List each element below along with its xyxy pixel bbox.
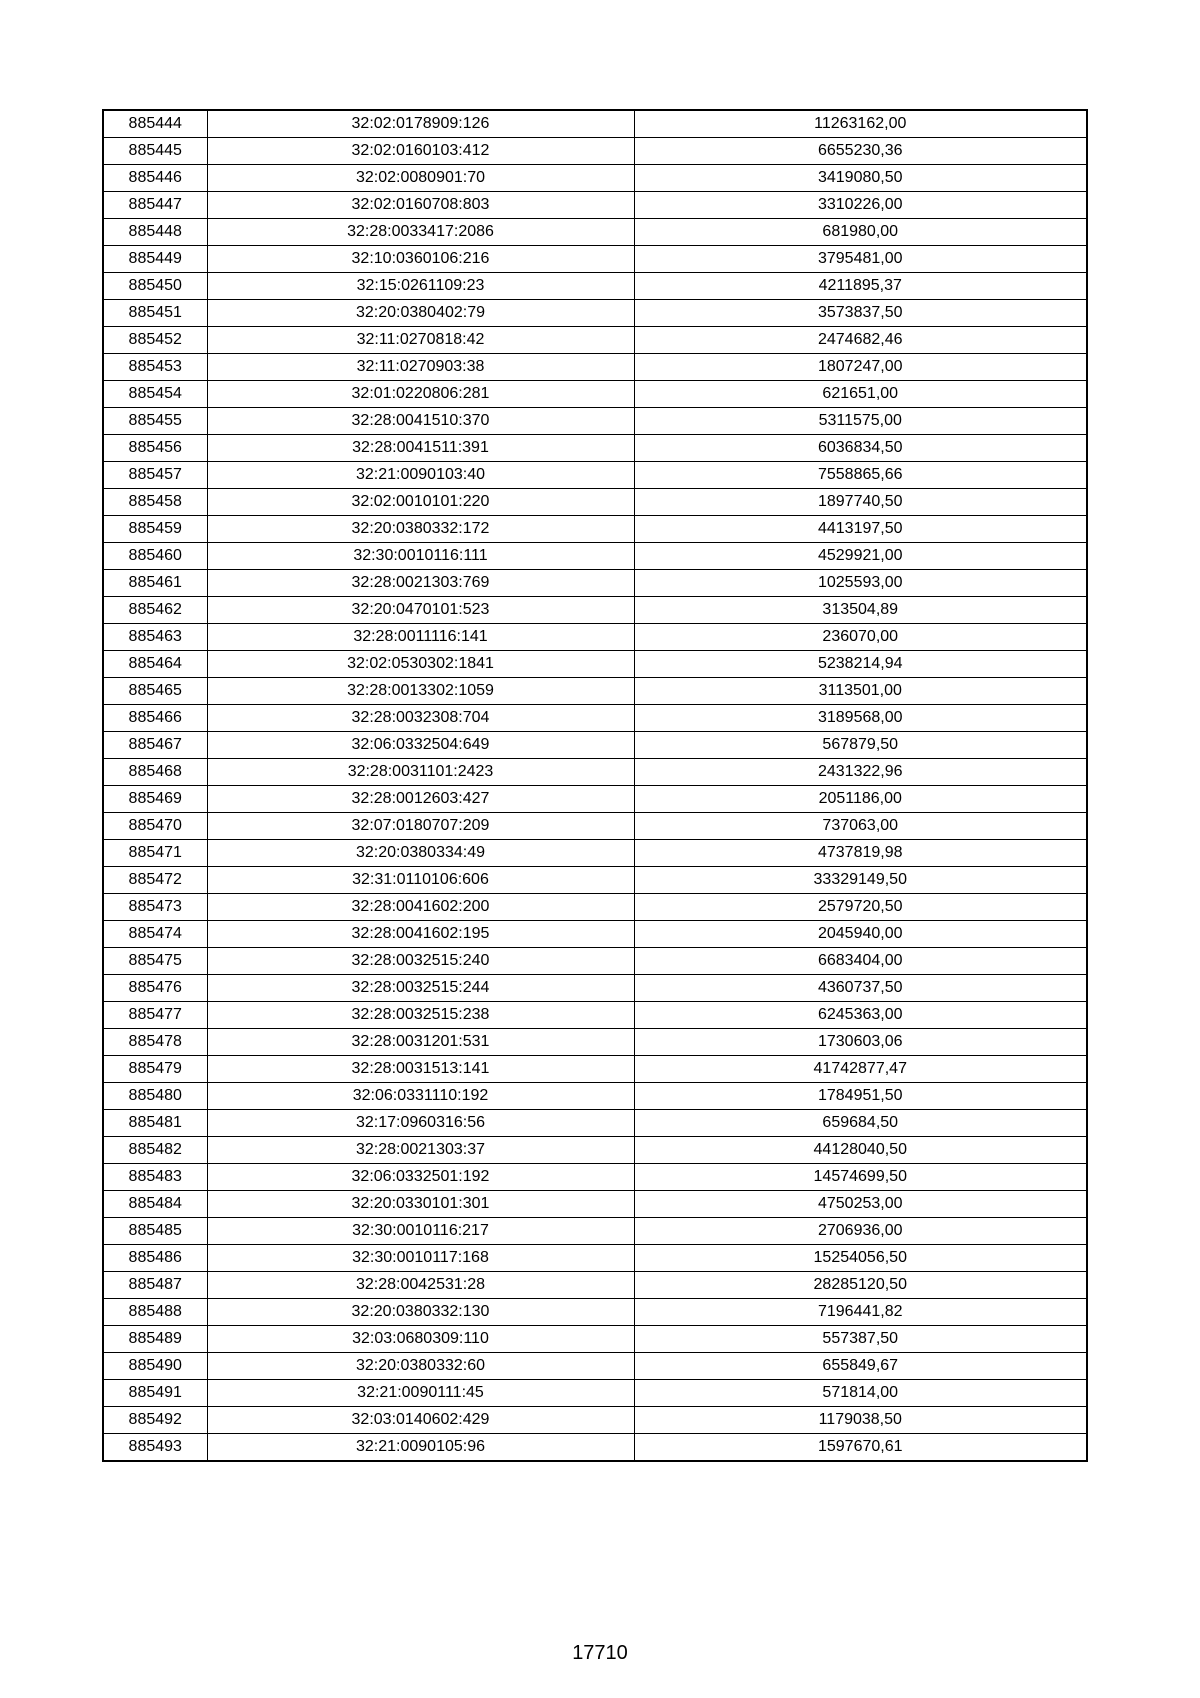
table-row	[103, 1056, 1087, 1083]
cadastral-value-cell: 571814,00	[634, 1380, 1087, 1407]
cadastral-number-cell: 32:28:0031101:2423	[207, 759, 634, 786]
table-row	[103, 1137, 1087, 1164]
cadastral-value-cell: 7196441,82	[634, 1299, 1087, 1326]
cadastral-value-cell: 2474682,46	[634, 327, 1087, 354]
cadastral-value-cell: 2706936,00	[634, 1218, 1087, 1245]
table-row	[103, 543, 1087, 570]
record-number-cell: 885448	[103, 219, 207, 246]
cadastral-value-cell: 1784951,50	[634, 1083, 1087, 1110]
cadastral-value-cell: 236070,00	[634, 624, 1087, 651]
table-row	[103, 651, 1087, 678]
record-number-cell: 885458	[103, 489, 207, 516]
cadastral-number-cell: 32:28:0013302:1059	[207, 678, 634, 705]
cadastral-value-cell: 4737819,98	[634, 840, 1087, 867]
record-number-cell: 885473	[103, 894, 207, 921]
cadastral-value-cell: 1025593,00	[634, 570, 1087, 597]
table-row	[103, 1083, 1087, 1110]
cadastral-number-cell: 32:17:0960316:56	[207, 1110, 634, 1137]
cadastral-number-cell: 32:21:0090111:45	[207, 1380, 634, 1407]
table-row	[103, 624, 1087, 651]
cadastral-number-cell: 32:02:0160103:412	[207, 138, 634, 165]
cadastral-value-cell: 313504,89	[634, 597, 1087, 624]
table-row	[103, 921, 1087, 948]
cadastral-value-cell: 11263162,00	[634, 110, 1087, 138]
cadastral-number-cell: 32:03:0680309:110	[207, 1326, 634, 1353]
record-number-cell: 885467	[103, 732, 207, 759]
record-number-cell: 885462	[103, 597, 207, 624]
cadastral-number-cell: 32:20:0380332:130	[207, 1299, 634, 1326]
cadastral-number-cell: 32:28:0042531:28	[207, 1272, 634, 1299]
cadastral-number-cell: 32:28:0011116:141	[207, 624, 634, 651]
record-number-cell: 885488	[103, 1299, 207, 1326]
table-row	[103, 1029, 1087, 1056]
cadastral-value-cell: 6683404,00	[634, 948, 1087, 975]
record-number-cell: 885451	[103, 300, 207, 327]
record-number-cell: 885485	[103, 1218, 207, 1245]
record-number-cell: 885447	[103, 192, 207, 219]
table-row	[103, 678, 1087, 705]
record-number-cell: 885466	[103, 705, 207, 732]
cadastral-value-cell: 44128040,50	[634, 1137, 1087, 1164]
cadastral-number-cell: 32:06:0331110:192	[207, 1083, 634, 1110]
cadastral-value-cell: 4413197,50	[634, 516, 1087, 543]
table-row	[103, 1191, 1087, 1218]
cadastral-value-cell: 2045940,00	[634, 921, 1087, 948]
cadastral-number-cell: 32:28:0032308:704	[207, 705, 634, 732]
table-row	[103, 219, 1087, 246]
table-row	[103, 354, 1087, 381]
record-number-cell: 885484	[103, 1191, 207, 1218]
cadastral-number-cell: 32:30:0010116:111	[207, 543, 634, 570]
cadastral-value-cell: 4360737,50	[634, 975, 1087, 1002]
registry-table	[102, 109, 1088, 1462]
cadastral-value-cell: 1807247,00	[634, 354, 1087, 381]
cadastral-value-cell: 1897740,50	[634, 489, 1087, 516]
cadastral-number-cell: 32:28:0032515:238	[207, 1002, 634, 1029]
table-row	[103, 948, 1087, 975]
cadastral-value-cell: 655849,67	[634, 1353, 1087, 1380]
cadastral-number-cell: 32:30:0010117:168	[207, 1245, 634, 1272]
cadastral-value-cell: 6655230,36	[634, 138, 1087, 165]
record-number-cell: 885491	[103, 1380, 207, 1407]
record-number-cell: 885471	[103, 840, 207, 867]
table-row	[103, 1434, 1087, 1462]
record-number-cell: 885463	[103, 624, 207, 651]
cadastral-number-cell: 32:28:0021303:37	[207, 1137, 634, 1164]
record-number-cell: 885476	[103, 975, 207, 1002]
table-row	[103, 1407, 1087, 1434]
record-number-cell: 885487	[103, 1272, 207, 1299]
record-number-cell: 885490	[103, 1353, 207, 1380]
cadastral-number-cell: 32:11:0270903:38	[207, 354, 634, 381]
cadastral-number-cell: 32:07:0180707:209	[207, 813, 634, 840]
cadastral-number-cell: 32:28:0041511:391	[207, 435, 634, 462]
cadastral-value-cell: 557387,50	[634, 1326, 1087, 1353]
cadastral-value-cell: 7558865,66	[634, 462, 1087, 489]
record-number-cell: 885454	[103, 381, 207, 408]
table-row	[103, 462, 1087, 489]
table-row	[103, 1353, 1087, 1380]
cadastral-number-cell: 32:06:0332501:192	[207, 1164, 634, 1191]
table-row	[103, 1272, 1087, 1299]
table-row	[103, 597, 1087, 624]
cadastral-number-cell: 32:28:0021303:769	[207, 570, 634, 597]
cadastral-number-cell: 32:28:0031201:531	[207, 1029, 634, 1056]
table-row	[103, 759, 1087, 786]
record-number-cell: 885489	[103, 1326, 207, 1353]
cadastral-number-cell: 32:28:0012603:427	[207, 786, 634, 813]
cadastral-value-cell: 14574699,50	[634, 1164, 1087, 1191]
cadastral-number-cell: 32:28:0033417:2086	[207, 219, 634, 246]
cadastral-value-cell: 2579720,50	[634, 894, 1087, 921]
cadastral-value-cell: 1179038,50	[634, 1407, 1087, 1434]
record-number-cell: 885475	[103, 948, 207, 975]
table-row	[103, 110, 1087, 138]
record-number-cell: 885482	[103, 1137, 207, 1164]
cadastral-value-cell: 4750253,00	[634, 1191, 1087, 1218]
cadastral-value-cell: 737063,00	[634, 813, 1087, 840]
record-number-cell: 885483	[103, 1164, 207, 1191]
cadastral-value-cell: 621651,00	[634, 381, 1087, 408]
cadastral-value-cell: 6245363,00	[634, 1002, 1087, 1029]
cadastral-number-cell: 32:15:0261109:23	[207, 273, 634, 300]
record-number-cell: 885445	[103, 138, 207, 165]
record-number-cell: 885474	[103, 921, 207, 948]
record-number-cell: 885460	[103, 543, 207, 570]
table-row	[103, 705, 1087, 732]
record-number-cell: 885449	[103, 246, 207, 273]
cadastral-value-cell: 681980,00	[634, 219, 1087, 246]
cadastral-number-cell: 32:20:0380332:60	[207, 1353, 634, 1380]
table-row	[103, 1245, 1087, 1272]
record-number-cell: 885493	[103, 1434, 207, 1462]
cadastral-value-cell: 5238214,94	[634, 651, 1087, 678]
cadastral-number-cell: 32:02:0160708:803	[207, 192, 634, 219]
cadastral-value-cell: 2051186,00	[634, 786, 1087, 813]
record-number-cell: 885453	[103, 354, 207, 381]
cadastral-number-cell: 32:20:0380332:172	[207, 516, 634, 543]
cadastral-number-cell: 32:28:0041602:200	[207, 894, 634, 921]
table-row	[103, 516, 1087, 543]
cadastral-number-cell: 32:20:0380402:79	[207, 300, 634, 327]
record-number-cell: 885465	[103, 678, 207, 705]
record-number-cell: 885477	[103, 1002, 207, 1029]
record-number-cell: 885464	[103, 651, 207, 678]
registry-table-body	[103, 110, 1087, 1461]
cadastral-number-cell: 32:01:0220806:281	[207, 381, 634, 408]
table-row	[103, 381, 1087, 408]
cadastral-value-cell: 15254056,50	[634, 1245, 1087, 1272]
cadastral-number-cell: 32:28:0031513:141	[207, 1056, 634, 1083]
cadastral-value-cell: 33329149,50	[634, 867, 1087, 894]
cadastral-value-cell: 3189568,00	[634, 705, 1087, 732]
record-number-cell: 885452	[103, 327, 207, 354]
table-row	[103, 489, 1087, 516]
cadastral-number-cell: 32:28:0032515:244	[207, 975, 634, 1002]
cadastral-value-cell: 659684,50	[634, 1110, 1087, 1137]
record-number-cell: 885468	[103, 759, 207, 786]
cadastral-value-cell: 3113501,00	[634, 678, 1087, 705]
record-number-cell: 885486	[103, 1245, 207, 1272]
table-row	[103, 1164, 1087, 1191]
cadastral-number-cell: 32:11:0270818:42	[207, 327, 634, 354]
record-number-cell: 885469	[103, 786, 207, 813]
cadastral-value-cell: 28285120,50	[634, 1272, 1087, 1299]
cadastral-number-cell: 32:28:0041510:370	[207, 408, 634, 435]
cadastral-number-cell: 32:31:0110106:606	[207, 867, 634, 894]
cadastral-value-cell: 567879,50	[634, 732, 1087, 759]
table-row	[103, 867, 1087, 894]
cadastral-value-cell: 4529921,00	[634, 543, 1087, 570]
table-row	[103, 1380, 1087, 1407]
table-row	[103, 165, 1087, 192]
record-number-cell: 885478	[103, 1029, 207, 1056]
record-number-cell: 885481	[103, 1110, 207, 1137]
table-row	[103, 300, 1087, 327]
cadastral-number-cell: 32:28:0032515:240	[207, 948, 634, 975]
record-number-cell: 885472	[103, 867, 207, 894]
cadastral-number-cell: 32:02:0080901:70	[207, 165, 634, 192]
table-row	[103, 138, 1087, 165]
record-number-cell: 885444	[103, 110, 207, 138]
record-number-cell: 885459	[103, 516, 207, 543]
cadastral-value-cell: 5311575,00	[634, 408, 1087, 435]
cadastral-value-cell: 6036834,50	[634, 435, 1087, 462]
table-row	[103, 732, 1087, 759]
table-row	[103, 1326, 1087, 1353]
cadastral-value-cell: 3310226,00	[634, 192, 1087, 219]
table-row	[103, 894, 1087, 921]
cadastral-number-cell: 32:02:0530302:1841	[207, 651, 634, 678]
record-number-cell: 885456	[103, 435, 207, 462]
cadastral-number-cell: 32:10:0360106:216	[207, 246, 634, 273]
record-number-cell: 885446	[103, 165, 207, 192]
cadastral-value-cell: 2431322,96	[634, 759, 1087, 786]
table-row	[103, 273, 1087, 300]
table-row	[103, 786, 1087, 813]
record-number-cell: 885480	[103, 1083, 207, 1110]
table-row	[103, 1002, 1087, 1029]
cadastral-value-cell: 3419080,50	[634, 165, 1087, 192]
cadastral-number-cell: 32:28:0041602:195	[207, 921, 634, 948]
record-number-cell: 885450	[103, 273, 207, 300]
cadastral-number-cell: 32:21:0090105:96	[207, 1434, 634, 1462]
cadastral-number-cell: 32:20:0330101:301	[207, 1191, 634, 1218]
table-row	[103, 570, 1087, 597]
cadastral-number-cell: 32:21:0090103:40	[207, 462, 634, 489]
cadastral-value-cell: 1597670,61	[634, 1434, 1087, 1462]
table-row	[103, 813, 1087, 840]
cadastral-number-cell: 32:20:0380334:49	[207, 840, 634, 867]
cadastral-number-cell: 32:20:0470101:523	[207, 597, 634, 624]
cadastral-value-cell: 3573837,50	[634, 300, 1087, 327]
cadastral-number-cell: 32:30:0010116:217	[207, 1218, 634, 1245]
table-row	[103, 1218, 1087, 1245]
table-row	[103, 435, 1087, 462]
page-number: 17710	[572, 1642, 628, 1664]
record-number-cell: 885492	[103, 1407, 207, 1434]
table-row	[103, 840, 1087, 867]
record-number-cell: 885470	[103, 813, 207, 840]
table-row	[103, 975, 1087, 1002]
table-row	[103, 1110, 1087, 1137]
table-row	[103, 192, 1087, 219]
record-number-cell: 885455	[103, 408, 207, 435]
table-row	[103, 408, 1087, 435]
table-row	[103, 1299, 1087, 1326]
cadastral-value-cell: 4211895,37	[634, 273, 1087, 300]
cadastral-number-cell: 32:02:0010101:220	[207, 489, 634, 516]
table-row	[103, 246, 1087, 273]
cadastral-number-cell: 32:03:0140602:429	[207, 1407, 634, 1434]
cadastral-value-cell: 41742877,47	[634, 1056, 1087, 1083]
cadastral-value-cell: 3795481,00	[634, 246, 1087, 273]
table-row	[103, 327, 1087, 354]
record-number-cell: 885461	[103, 570, 207, 597]
cadastral-value-cell: 1730603,06	[634, 1029, 1087, 1056]
record-number-cell: 885479	[103, 1056, 207, 1083]
cadastral-number-cell: 32:06:0332504:649	[207, 732, 634, 759]
record-number-cell: 885457	[103, 462, 207, 489]
cadastral-number-cell: 32:02:0178909:126	[207, 110, 634, 138]
